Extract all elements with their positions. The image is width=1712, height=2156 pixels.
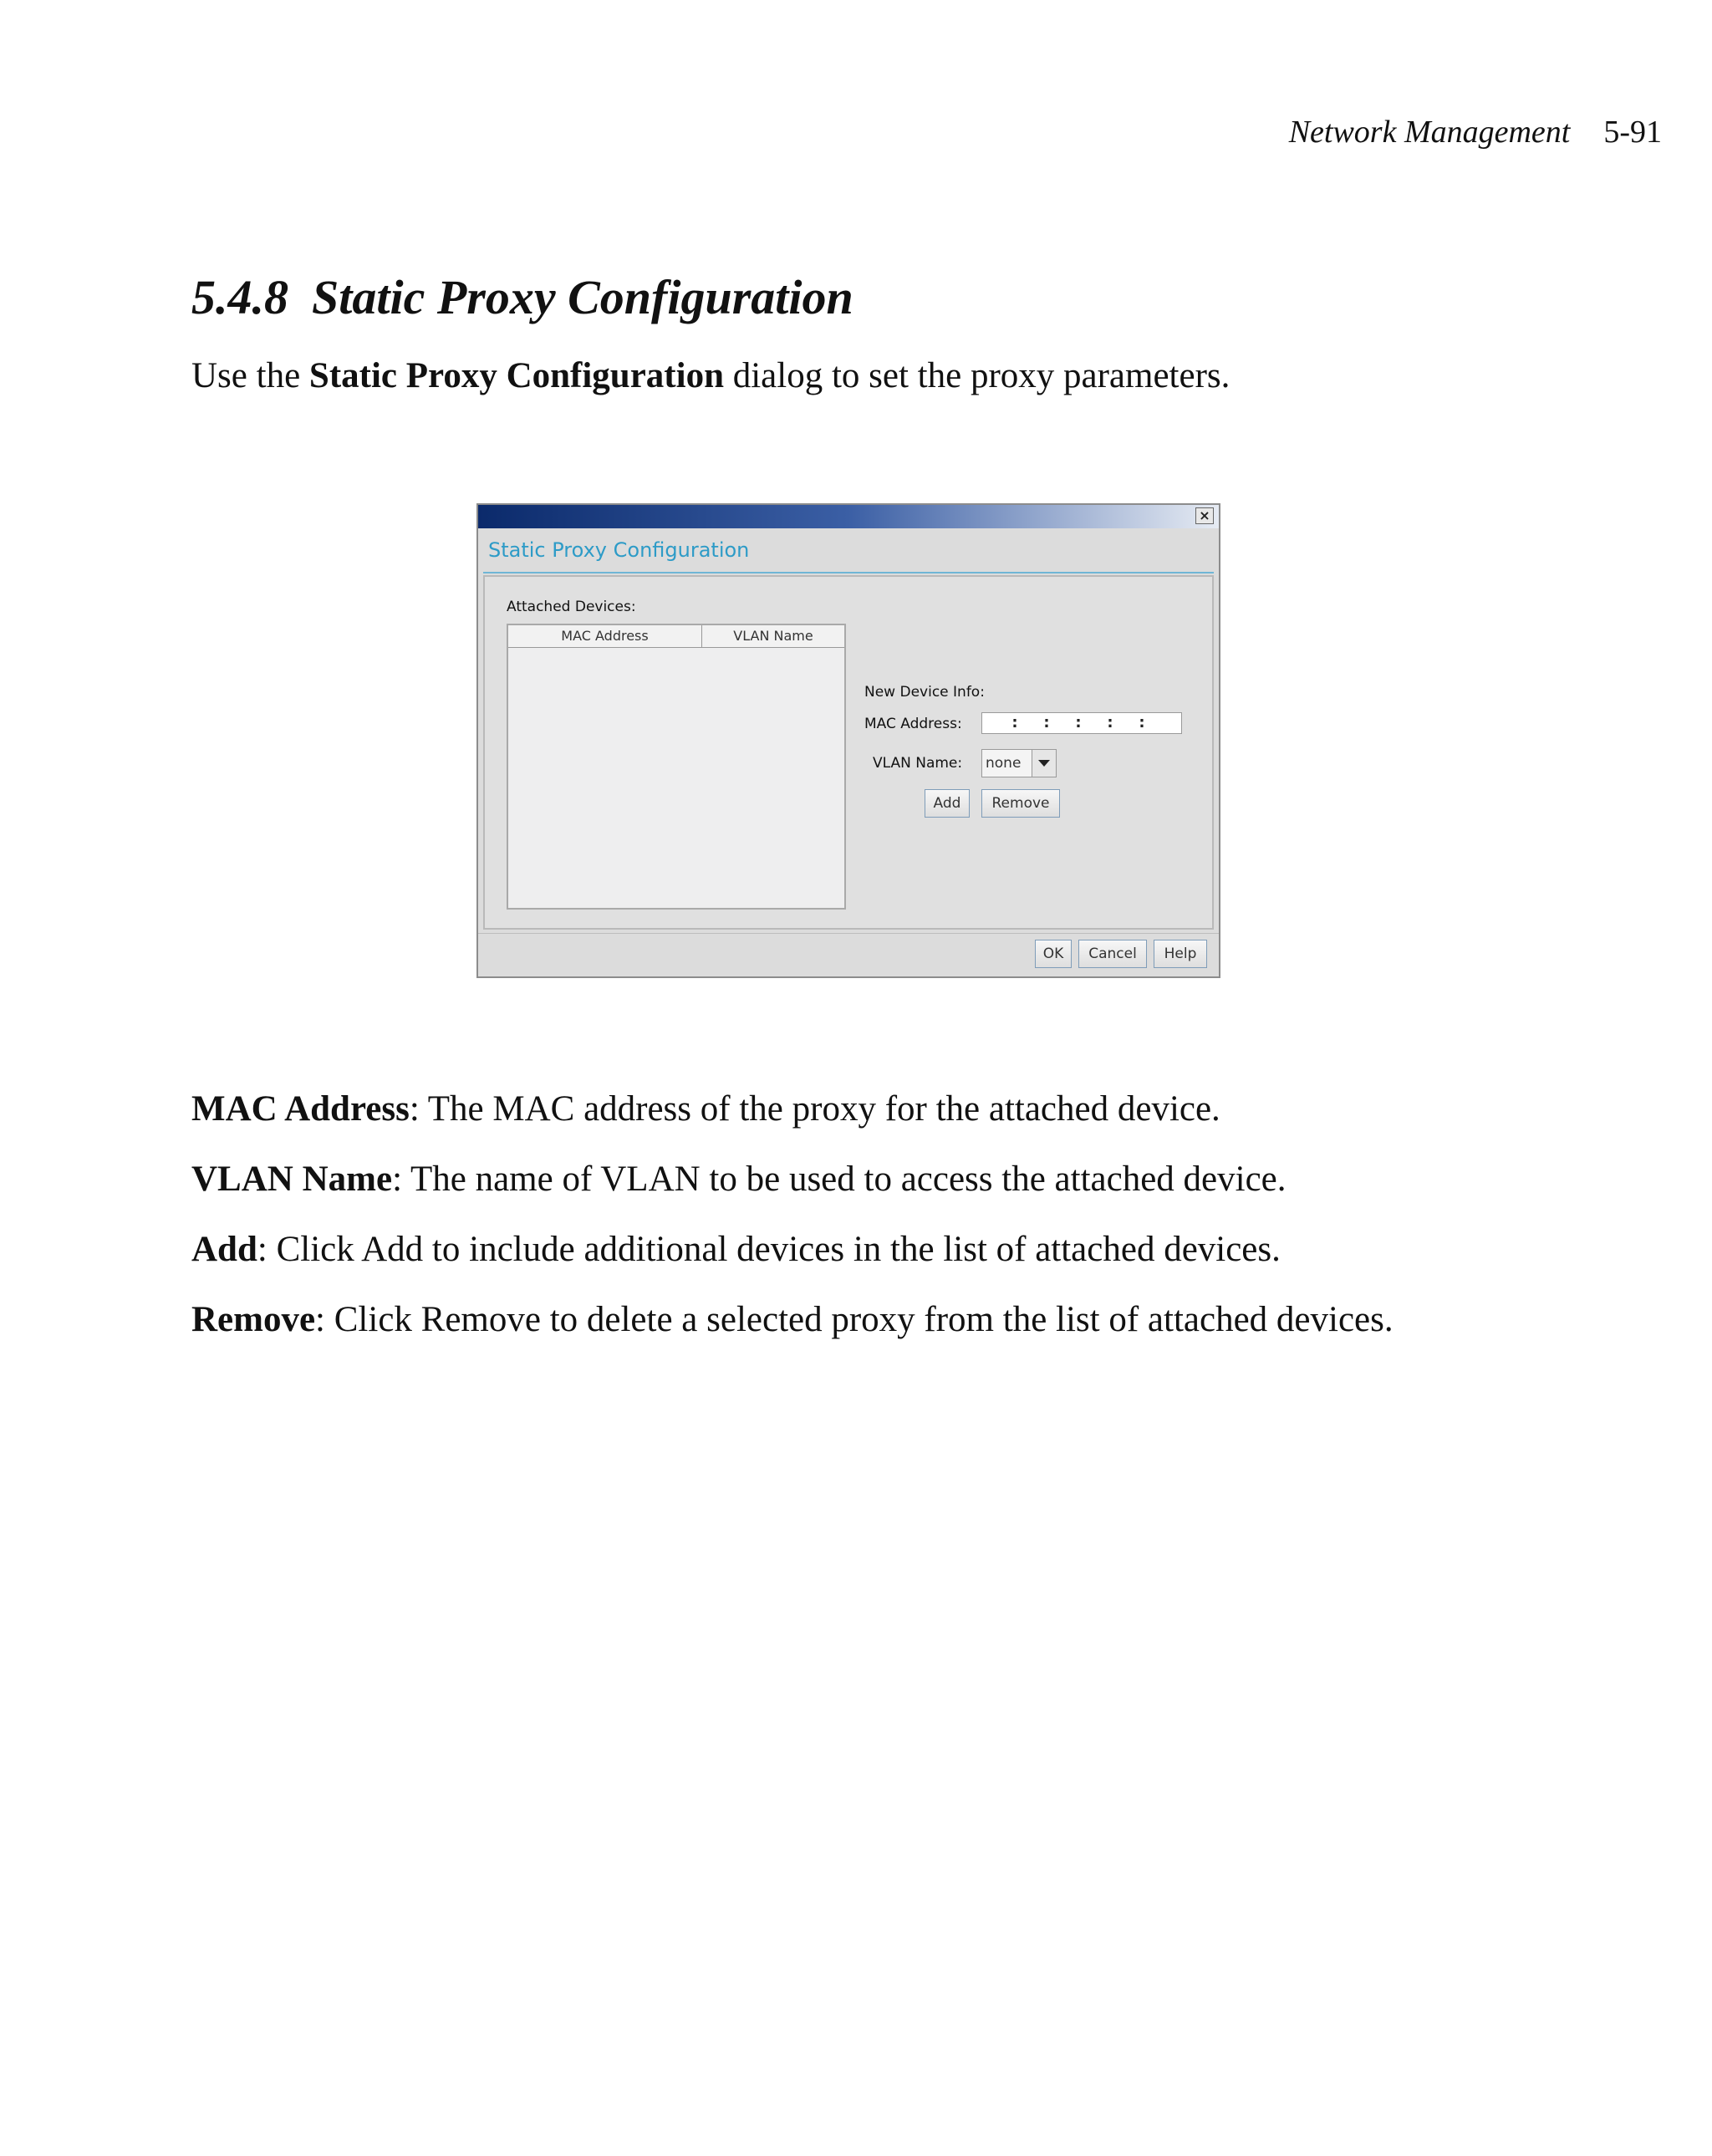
definitions-list	[191, 1089, 1394, 1370]
column-header-vlan-name[interactable]: VLAN Name	[733, 628, 813, 644]
definition-text: : Click Add to include additional devices in the list of attached devices.	[257, 1230, 1281, 1269]
intro-bold: Static Proxy Configuration	[308, 356, 724, 395]
definition-item	[191, 1230, 1394, 1270]
definition-text: : The MAC address of the proxy for the attached device.	[409, 1089, 1220, 1129]
intro-suffix: dialog to set the proxy parameters.	[723, 356, 1230, 395]
attached-devices-label: Attached Devices:	[507, 599, 636, 615]
section-number: 5.4.8	[191, 270, 288, 324]
attached-devices-table[interactable]	[507, 624, 846, 910]
chevron-down-icon	[1038, 760, 1050, 767]
dialog-titlebar[interactable]	[478, 505, 1219, 528]
mac-separator: :	[1011, 714, 1018, 731]
definition-text: : Click Remove to delete a selected proxy from the list of attached devices.	[315, 1300, 1394, 1339]
page-number: 5-91	[1603, 115, 1662, 150]
title-divider	[483, 572, 1214, 573]
ok-button[interactable]: OK	[1035, 940, 1072, 968]
new-device-info-label: New Device Info:	[864, 684, 985, 701]
mac-separator: :	[1139, 714, 1145, 731]
add-button[interactable]: Add	[925, 789, 970, 818]
close-icon[interactable]: ×	[1195, 507, 1214, 524]
mac-separator: :	[1107, 714, 1113, 731]
mac-separator: :	[1043, 714, 1050, 731]
running-header	[1289, 114, 1662, 150]
definition-item	[191, 1160, 1394, 1200]
intro-prefix: Use the	[191, 356, 309, 395]
footer-divider	[478, 933, 1219, 934]
dialog-title: Static Proxy Configuration	[488, 538, 750, 562]
definition-item	[191, 1089, 1394, 1129]
mac-address-input[interactable]	[981, 712, 1182, 734]
section-title: Static Proxy Configuration	[312, 270, 853, 324]
remove-button[interactable]: Remove	[981, 789, 1060, 818]
definition-term: VLAN Name	[191, 1160, 393, 1199]
static-proxy-dialog	[476, 503, 1220, 978]
vlan-name-select[interactable]	[981, 749, 1057, 777]
dropdown-arrow[interactable]	[1032, 750, 1056, 777]
definition-item	[191, 1300, 1394, 1340]
section-heading	[191, 269, 853, 325]
mac-address-label: MAC Address:	[864, 716, 962, 732]
cancel-button[interactable]: Cancel	[1078, 940, 1147, 968]
vlan-name-label: VLAN Name:	[873, 755, 963, 772]
definition-term: Add	[191, 1230, 257, 1269]
column-header-mac-address[interactable]: MAC Address	[508, 625, 702, 647]
header-section-name: Network Management	[1288, 115, 1571, 150]
definition-term: Remove	[191, 1300, 316, 1339]
vlan-selected-value: none	[986, 755, 1022, 772]
mac-separator: :	[1075, 714, 1082, 731]
table-header	[508, 625, 844, 648]
definition-text: : The name of VLAN to be used to access the attached device.	[392, 1160, 1287, 1199]
intro-paragraph	[191, 355, 1230, 396]
help-button[interactable]: Help	[1154, 940, 1207, 968]
definition-term: MAC Address	[191, 1089, 410, 1129]
